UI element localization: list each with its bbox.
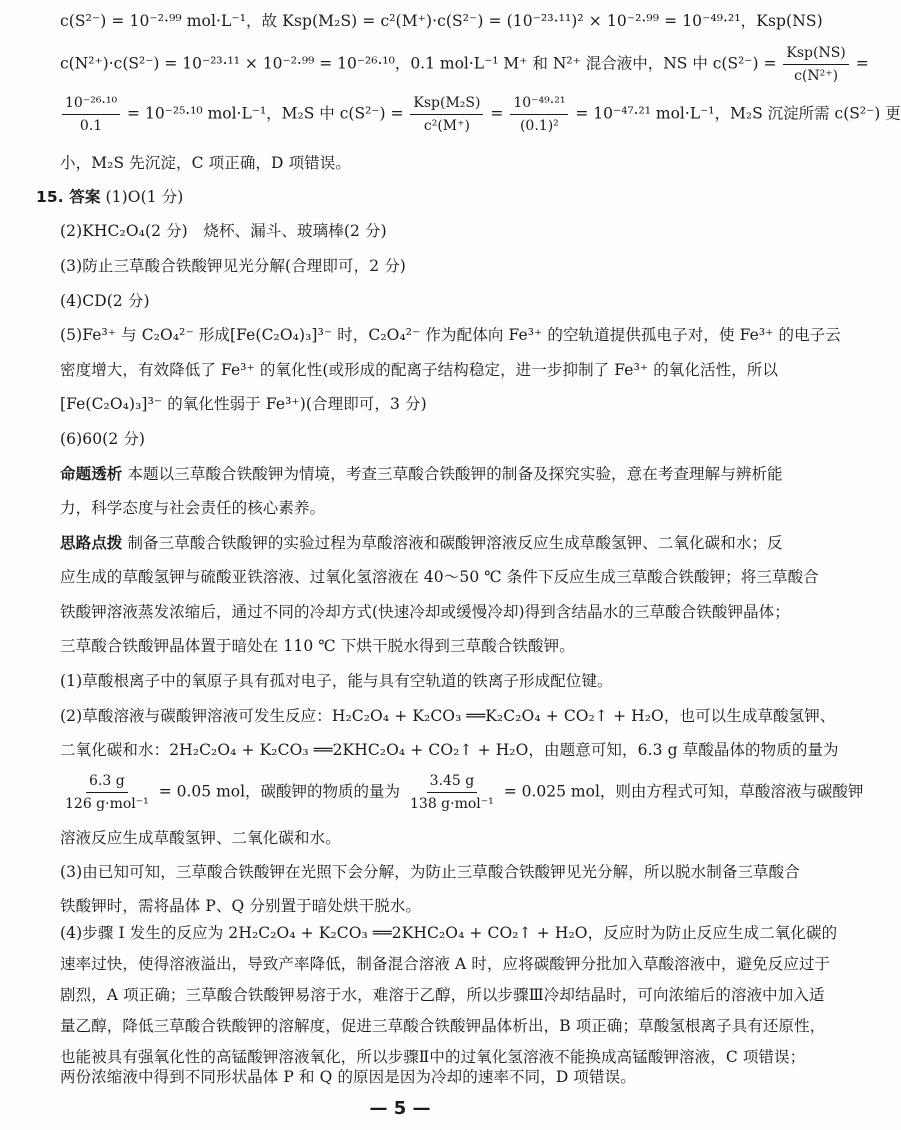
- text-run: = 10⁻⁴⁷·²¹ mol·L⁻¹，M₂S 沉淀所需 c(S²⁻) 更: [575, 104, 901, 123]
- numerator: Ksp(M₂S): [410, 94, 483, 115]
- analysis-paragraph: [60, 463, 783, 485]
- denominator: 0.1: [79, 118, 103, 134]
- explanation-line: (2)草酸溶液与碳酸钾溶液可发生反应：H₂C₂O₄ + K₂CO₃ ══K₂C₂O₄ + CO₂↑ + H₂O，也可以生成草酸氢钾、: [60, 707, 836, 725]
- explanation-line: 溶液反应生成草酸氢钾、二氧化碳和水。: [60, 829, 341, 847]
- answer-part: (3)防止三草酸合铁酸钾见光分解(合理即可，2 分): [60, 257, 406, 275]
- fraction: [62, 772, 152, 813]
- analysis-label: 命题透析: [60, 465, 123, 483]
- explanation-line: 二氧化碳和水：2H₂C₂O₄ + K₂CO₃ ══2KHC₂O₄ + CO₂↑ + H₂O，由题意可知，6.3 g 草酸晶体的物质的量为: [60, 741, 839, 759]
- numerator: 10⁻²⁶·¹⁰: [62, 94, 120, 115]
- answer-part: (4)CD(2 分): [60, 292, 150, 310]
- page-number: — 5 —: [369, 1098, 431, 1119]
- text-run: = 0.05 mol，碳酸钾的物质的量为: [158, 782, 401, 801]
- approach-line: 应生成的草酸氢钾与硫酸亚铁溶液、过氧化氢溶液在 40～50 ℃ 条件下反应生成三草酸合铁酸钾；将三草酸合: [60, 568, 819, 586]
- answer-part: [Fe(C₂O₄)₃]³⁻ 的氧化性弱于 Fe³⁺)(合理即可，3 分): [60, 395, 427, 413]
- denominator: c²(M⁺): [423, 118, 470, 134]
- numerator: 10⁻⁴⁹·²¹: [510, 94, 568, 115]
- explanation-line: 速率过快，使得溶液溢出，导致产率降低，制备混合溶液 A 时，应将碳酸钾分批加入草酸溶液中，避免反应过于: [60, 955, 831, 973]
- denominator: (0.1)²: [519, 118, 559, 134]
- answer-part: (5)Fe³⁺ 与 C₂O₄²⁻ 形成[Fe(C₂O₄)₃]³⁻ 时，C₂O₄²⁻ 作为配体向 Fe³⁺ 的空轨道提供孤电子对，使 Fe³⁺ 的电子云: [60, 326, 841, 344]
- text-run: =: [855, 54, 869, 73]
- explanation-line: (1)草酸根离子中的氧原子具有孤对电子，能与具有空轨道的铁离子形成配位键。: [60, 672, 613, 690]
- solution-line: c(S²⁻) = 10⁻²·⁹⁹ mol·L⁻¹，故 Ksp(M₂S) = c²(M⁺)·c(S²⁻) = (10⁻²³·¹¹)² × 10⁻²·⁹⁹ = 10⁻⁴⁹·²¹，Ksp(NS): [60, 12, 823, 30]
- explanation-line: 两份浓缩液中得到不同形状晶体 P 和 Q 的原因是因为冷却的速率不同，D 项错误。: [60, 1068, 636, 1086]
- denominator: 126 g·mol⁻¹: [65, 796, 149, 812]
- explanation-line: 量乙醇，降低三草酸合铁酸钾的溶解度，促进三草酸合铁酸钾晶体析出，B 项正确；草酸氢根离子具有还原性，: [60, 1017, 826, 1035]
- text-run: = 10⁻²⁵·¹⁰ mol·L⁻¹，M₂S 中 c(S²⁻) =: [127, 104, 404, 123]
- text-run: 制备三草酸合铁酸钾的实验过程为草酸溶液和碳酸钾溶液反应生成草酸氢钾、二氧化碳和水；反: [127, 534, 783, 552]
- approach-line: 三草酸合铁酸钾晶体置于暗处在 110 ℃ 下烘干脱水得到三草酸合铁酸钾。: [60, 637, 575, 655]
- answer-part: 密度增大，有效降低了 Fe³⁺ 的氧化性(或形成的配离子结构稳定，进一步抑制了 Fe³⁺ 的氧化活性，所以: [60, 361, 779, 379]
- text-run: 本题以三草酸合铁酸钾为情境，考查三草酸合铁酸钾的制备及探究实验，意在考查理解与辨析能: [127, 465, 783, 483]
- approach-line: 铁酸钾溶液蒸发浓缩后，通过不同的冷却方式(快速冷却或缓慢冷却)得到含结晶水的三草酸合铁酸钾晶体；: [60, 603, 790, 621]
- question-15-answer: [36, 186, 774, 208]
- fraction: [410, 94, 483, 135]
- explanation-line: 剧烈，A 项正确；三草酸合铁酸钾易溶于水，难溶于乙醇，所以步骤Ⅲ冷却结晶时，可向浓缩后的溶液中加入适: [60, 986, 825, 1004]
- analysis-line: 力，科学态度与社会责任的核心素养。: [60, 499, 326, 517]
- answer-part: (6)60(2 分): [60, 430, 146, 448]
- solution-line: 小，M₂S 先沉淀，C 项正确，D 项错误。: [60, 154, 351, 172]
- approach-label: 思路点拨: [60, 534, 123, 552]
- numerator: 6.3 g: [86, 772, 128, 793]
- explanation-line: 也能被具有强氧化性的高锰酸钾溶液氧化，所以步骤Ⅱ中的过氧化氢溶液不能换成高锰酸钾溶液，C 项错误；: [60, 1048, 806, 1066]
- text-run: = 0.025 mol，则由方程式可知，草酸溶液与碳酸钾: [503, 782, 864, 801]
- answer-part: (2)KHC₂O₄(2 分) 烧杯、漏斗、玻璃棒(2 分): [60, 222, 387, 240]
- text-run: =: [490, 104, 504, 123]
- denominator: c(N²⁺): [794, 68, 839, 84]
- solution-line-with-fraction: [60, 44, 869, 85]
- explanation-line: (4)步骤 Ⅰ 发生的反应为 2H₂C₂O₄ + K₂CO₃ ══2KHC₂O₄ + CO₂↑ + H₂O，反应时为防止反应生成二氧化碳的: [60, 924, 838, 942]
- fraction: [407, 772, 497, 813]
- fraction: [62, 94, 120, 135]
- explanation-line: (3)由已知可知，三草酸合铁酸钾在光照下会分解，为防止三草酸合铁酸钾见光分解，所以脱水制备三草酸合: [60, 863, 800, 881]
- approach-paragraph: [60, 532, 783, 554]
- fraction: [510, 94, 568, 135]
- denominator: 138 g·mol⁻¹: [410, 796, 494, 812]
- solution-line-with-fraction: [60, 94, 901, 135]
- answer-label: 15. 答案: [36, 188, 101, 206]
- text-run: c(N²⁺)·c(S²⁻) = 10⁻²³·¹¹ × 10⁻²·⁹⁹ = 10⁻²⁶·¹⁰，0.1 mol·L⁻¹ M⁺ 和 N²⁺ 混合液中，NS 中 c(S²⁻) =: [60, 54, 777, 73]
- answer-part: (1)O(1 分): [105, 188, 184, 206]
- explanation-line-with-fraction: [60, 772, 863, 813]
- fraction: [783, 44, 848, 85]
- explanation-line: 铁酸钾时，需将晶体 P、Q 分别置于暗处烘干脱水。: [60, 897, 421, 915]
- numerator: 3.45 g: [427, 772, 478, 793]
- numerator: Ksp(NS): [783, 44, 848, 65]
